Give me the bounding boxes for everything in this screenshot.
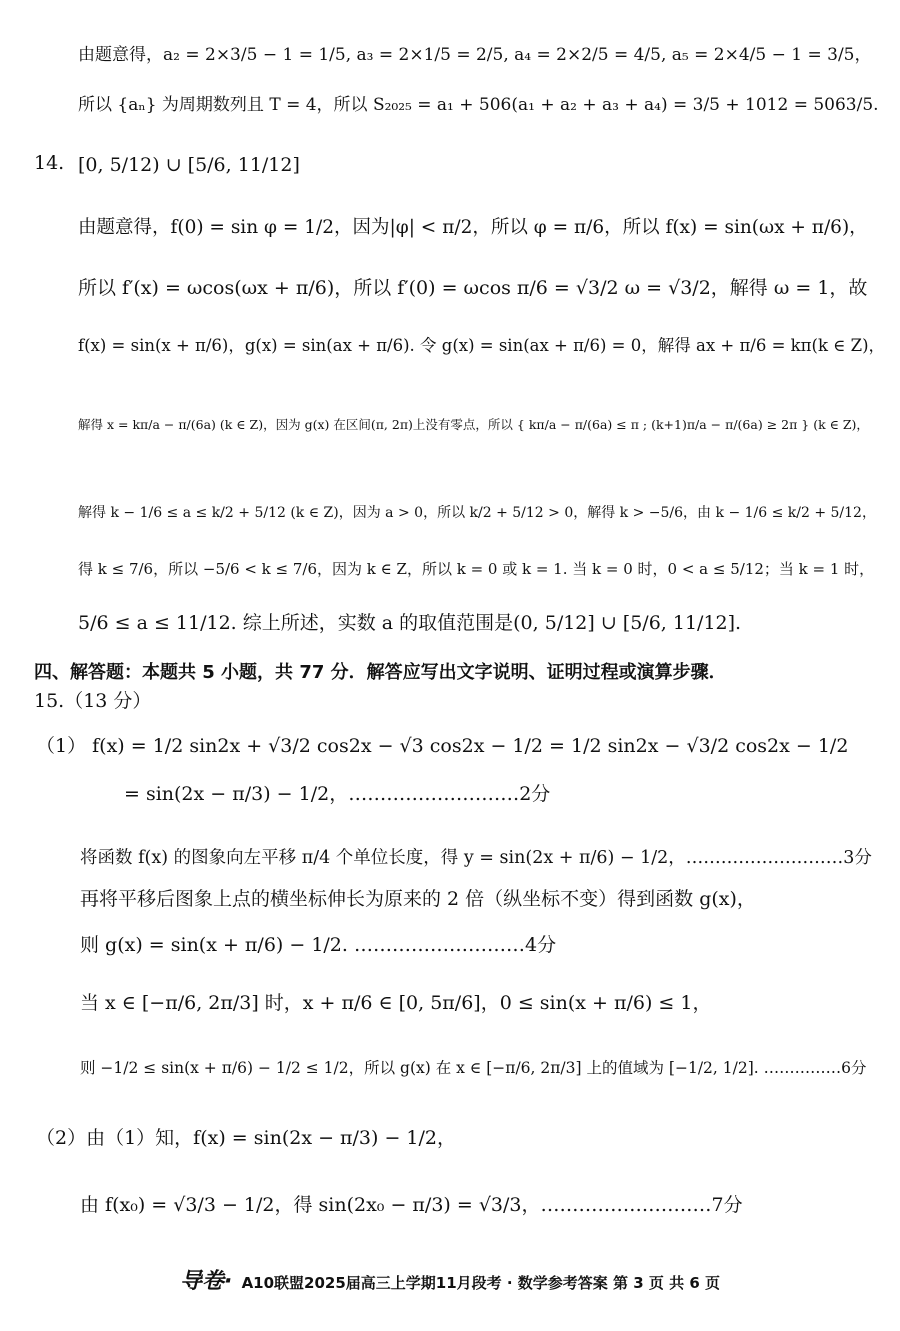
answer-line: 5/6 ≤ a ≤ 11/12. 综上所述，实数 a 的取值范围是(0, 5/12] ∪ [5/6, 11/12]. xyxy=(78,612,742,634)
question-number: 14. xyxy=(34,152,65,174)
answer-line: 解得 x = kπ/a − π/(6a) (k ∈ Z)，因为 g(x) 在区间(π, 2π)上没有零点，所以 { kπ/a − π/(6a) ≤ π ; (k+1)π/a − π/(6a) ≥ 2π } (k ∈ Z)， xyxy=(78,417,869,432)
brand-logo: 导卷· xyxy=(179,1269,233,1294)
answer-line: 再将平移后图象上点的横坐标伸长为原来的 2 倍（纵坐标不变）得到函数 g(x)， xyxy=(80,888,756,910)
answer-line: = sin(2x − π/3) − 1/2，………………………2分 xyxy=(124,783,551,805)
answer-line: 将函数 f(x) 的图象向左平移 π/4 个单位长度，得 y = sin(2x + π/6) − 1/2，………………………3分 xyxy=(80,848,872,868)
answer-line: （1） f(x) = 1/2 sin2x + √3/2 cos2x − √3 cos2x − 1/2 = 1/2 sin2x − √3/2 cos2x − 1/2 xyxy=(36,735,849,757)
answer-line: 由题意得，a₂ = 2×3/5 − 1 = 1/5, a₃ = 2×1/5 = 2/5, a₄ = 2×2/5 = 4/5, a₅ = 2×4/5 − 1 = 3/5， xyxy=(78,45,872,65)
answer-line: 解得 k − 1/6 ≤ a ≤ k/2 + 5/12 (k ∈ Z)，因为 a > 0，所以 k/2 + 5/12 > 0，解得 k > −5/6，由 k − 1/6 ≤ k/2 + 5/12， xyxy=(78,505,876,521)
page-footer xyxy=(0,1264,900,1295)
question-number: 15.（13 分） xyxy=(34,690,152,712)
answer-line: 得 k ≤ 7/6，所以 −5/6 < k ≤ 7/6，因为 k ∈ Z，所以 k = 0 或 k = 1. 当 k = 0 时，0 < a ≤ 5/12；当 k = 1 时， xyxy=(78,560,875,578)
section-heading: 四、解答题：本题共 5 小题，共 77 分．解答应写出文字说明、证明过程或演算步骤． xyxy=(34,662,727,683)
answer-line: 所以 {aₙ} 为周期数列且 T = 4，所以 S₂₀₂₅ = a₁ + 506(a₁ + a₂ + a₃ + a₄) = 3/5 + 1012 = 5063/5. xyxy=(78,95,879,115)
answer-line: （2）由（1）知，f(x) = sin(2x − π/3) − 1/2， xyxy=(36,1127,456,1149)
answer-line: 则 −1/2 ≤ sin(x + π/6) − 1/2 ≤ 1/2，所以 g(x) 在 x ∈ [−π/6, 2π/3] 上的值域为 [−1/2, 1/2]. ……………6分 xyxy=(80,1059,867,1077)
answer-line: 由 f(x₀) = √3/3 − 1/2，得 sin(2x₀ − π/3) = √3/3，………………………7分 xyxy=(80,1194,743,1216)
answer-line: [0, 5/12) ∪ [5/6, 11/12] xyxy=(78,154,300,176)
answer-line: 所以 f′(x) = ωcos(ωx + π/6)，所以 f′(0) = ωcos π/6 = √3/2 ω = √3/2，解得 ω = 1，故 xyxy=(78,277,868,299)
footer-text: A10联盟2025届高三上学期11月段考 · 数学参考答案 第 3 页 共 6 页 xyxy=(241,1274,721,1292)
answer-line: 则 g(x) = sin(x + π/6) − 1/2. ………………………4分 xyxy=(80,934,557,956)
answer-line: 当 x ∈ [−π/6, 2π/3] 时，x + π/6 ∈ [0, 5π/6]，0 ≤ sin(x + π/6) ≤ 1， xyxy=(80,992,712,1014)
answer-line: f(x) = sin(x + π/6)，g(x) = sin(ax + π/6). 令 g(x) = sin(ax + π/6) = 0，解得 ax + π/6 = kπ(k ∈ Z)， xyxy=(78,336,886,355)
answer-line: 由题意得，f(0) = sin φ = 1/2，因为|φ| < π/2，所以 φ = π/6，所以 f(x) = sin(ωx + π/6)， xyxy=(78,217,868,238)
